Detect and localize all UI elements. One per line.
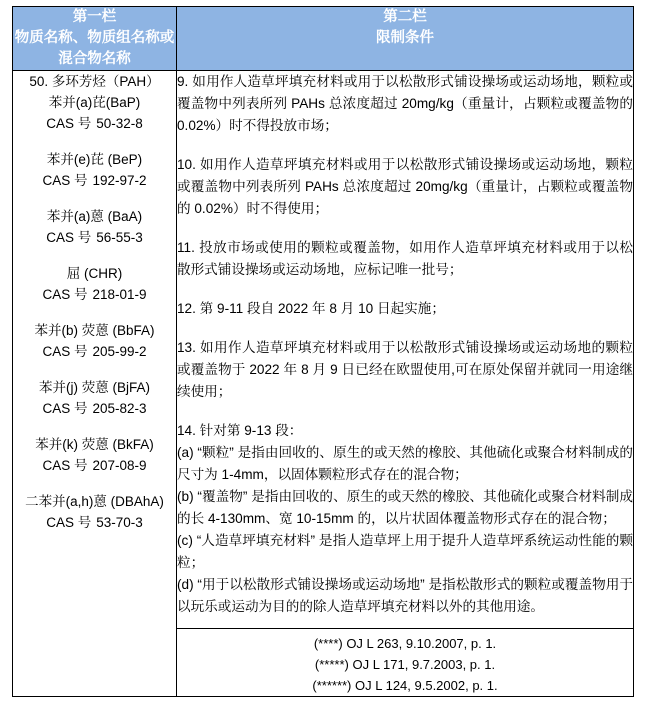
restriction-paragraph-14-a: (a) “颗粒” 是指由回收的、原生的或天然的橡胶、其他硫化或聚合材料制成的尺寸为 1-4mm，以固体颗粒形式存在的混合物； — [177, 445, 633, 482]
substance-list-cell — [13, 71, 177, 697]
substance-name: 苯并(a)蒽 (BaA) — [46, 209, 143, 224]
cas-number: 50-32-8 — [96, 116, 143, 131]
cas-label: CAS 号 — [42, 287, 88, 302]
restriction-table — [12, 6, 634, 697]
substance-cas — [13, 512, 176, 533]
substance-cas — [13, 113, 176, 134]
substance-name: 苯并(e)芘 (BeP) — [46, 152, 143, 167]
column-header-substance-title: 第一栏 — [72, 9, 117, 25]
restriction-paragraph-14-c: (c) “人造草坪填充材料” 是指人造草坪上用于提升人造草坪系统运动性能的颗粒； — [177, 533, 633, 570]
substance-cas — [13, 398, 176, 419]
cas-number: 53-70-3 — [96, 515, 143, 530]
substance-name: 二苯并(a,h)蒽 (DBAhA) — [25, 494, 164, 509]
restriction-conditions-cell — [177, 71, 634, 697]
substance-cas — [13, 284, 176, 305]
cas-label: CAS 号 — [42, 458, 88, 473]
substance-entry-0 — [13, 71, 176, 134]
cas-number: 192-97-2 — [92, 173, 147, 188]
substance-entry-2 — [13, 206, 176, 248]
column-header-substance-subtitle-line2: 混合物名称 — [58, 51, 131, 67]
restriction-paragraph-14-lead: 14. 针对第 9-13 段： — [177, 423, 303, 438]
substance-entry-4 — [13, 320, 176, 362]
substance-entry-6 — [13, 434, 176, 476]
cas-number: 205-99-2 — [92, 344, 147, 359]
substance-entry-3 — [13, 263, 176, 305]
cas-label: CAS 号 — [46, 230, 92, 245]
footnote-item: (*****) OJ L 171, 9.7.2003, p. 1. — [314, 657, 496, 672]
cas-number: 207-08-9 — [92, 458, 147, 473]
substance-cas — [13, 341, 176, 362]
substance-cas — [13, 227, 176, 248]
substance-name: 苯并(a)芘(BaP) — [48, 95, 141, 110]
substance-name: 苯并(b) 荧蒽 (BbFA) — [34, 323, 155, 338]
restriction-paragraph-11: 11. 投放市场或使用的颗粒或覆盖物，如用作人造草坪填充材料或用于以松散形式铺设操场或运动场地，应标记唯一批号； — [177, 240, 633, 277]
footnote-section — [177, 628, 633, 696]
restriction-paragraph-9: 9. 如用作人造草坪填充材料或用于以松散形式铺设操场或运动场地，颗粒或覆盖物中列表所列 PAHs 总浓度超过 20mg/kg（重量计，占颗粒或覆盖物的 0.02%）时不得投放市场； — [177, 74, 633, 133]
column-header-restriction — [177, 7, 634, 71]
restriction-paragraph-13: 13. 如用作人造草坪填充材料或用于以松散形式铺设操场或运动场地的颗粒或覆盖物于 2022 年 8 月 9 日已经在欧盟使用,可在原处保留并就同一用途继续使用； — [177, 340, 633, 399]
cas-number: 205-82-3 — [92, 401, 147, 416]
footnote-item: (******) OJ L 124, 9.5.2002, p. 1. — [312, 678, 498, 693]
substance-entry-7 — [13, 491, 176, 533]
column-header-restriction-subtitle-line1: 限制条件 — [376, 30, 434, 46]
table-header-row — [13, 7, 634, 71]
cas-label: CAS 号 — [46, 116, 92, 131]
restriction-paragraph-12: 12. 第 9-11 段自 2022 年 8 月 10 日起实施； — [177, 301, 445, 316]
restriction-paragraph-14-b: (b) “覆盖物” 是指由回收的、原生的或天然的橡胶、其他硫化或聚合材料制成的长 4-130mm、宽 10-15mm 的，以片状固体覆盖物形式存在的混合物； — [177, 489, 633, 526]
footnote-item: (****) OJ L 263, 9.10.2007, p. 1. — [313, 636, 497, 651]
cas-label: CAS 号 — [42, 173, 88, 188]
substance-entry-5 — [13, 377, 176, 419]
table-row — [13, 71, 634, 697]
substance-name: 屈 (CHR) — [66, 266, 123, 281]
restriction-paragraph-14-d: (d) “用于以松散形式铺设操场或运动场地” 是指松散形式的颗粒或覆盖物用于以玩乐或运动为目的的除人造草坪填充材料以外的其他用途。 — [177, 577, 633, 614]
substance-name: 苯并(j) 荧蒽 (BjFA) — [39, 380, 150, 395]
cas-number: 218-01-9 — [92, 287, 147, 302]
restriction-paragraph-10: 10. 如用作人造草坪填充材料或用于以松散形式铺设操场或运动场地，颗粒或覆盖物中列表所列 PAHs 总浓度超过 20mg/kg（重量计，占颗粒或覆盖物的 0.02%）时不得使用； — [177, 157, 633, 216]
substance-name: 苯并(k) 荧蒽 (BkFA) — [35, 437, 154, 452]
cas-label: CAS 号 — [46, 515, 92, 530]
substance-entry-1 — [13, 149, 176, 191]
cas-label: CAS 号 — [42, 401, 88, 416]
column-header-substance — [13, 7, 177, 71]
substance-cas — [13, 170, 176, 191]
substance-cas — [13, 455, 176, 476]
column-header-substance-subtitle-line1: 物质名称、物质组名称或 — [14, 30, 175, 46]
entry-number: 50. 多环芳烃（PAH） — [29, 74, 160, 89]
column-header-restriction-title: 第二栏 — [383, 9, 427, 25]
cas-number: 56-55-3 — [96, 230, 143, 245]
cas-label: CAS 号 — [42, 344, 88, 359]
